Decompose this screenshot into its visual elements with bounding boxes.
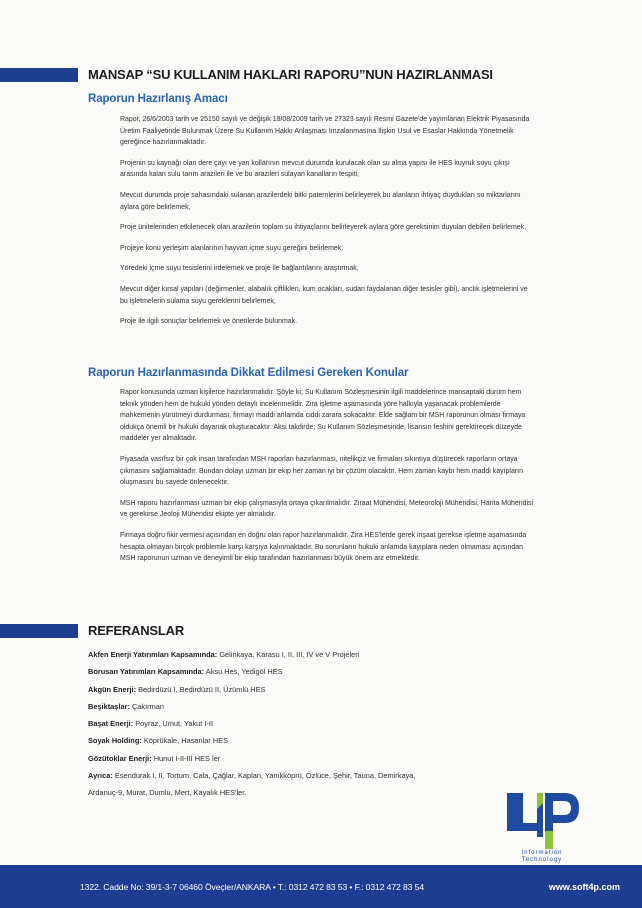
reference-value: Çakırman	[131, 701, 165, 711]
title-row	[0, 67, 493, 82]
references-heading: REFERANSLAR	[88, 623, 185, 638]
purpose-paragraph: Mevcut durumda proje sahasındaki sulanan arazilerdeki bitki paternlerini belirleyerek bu alanların ihtiyaç duydukları su miktarlarını aylara göre belirlemek,	[120, 189, 521, 211]
reference-value: Köprükale, Hasanlar HES	[143, 736, 229, 746]
reference-item	[88, 684, 508, 695]
logo-caption-line1: Information	[521, 850, 563, 856]
reference-value: Poyraz, Umut, Yakut I-II	[135, 719, 214, 729]
reference-item	[88, 701, 508, 712]
reference-item	[88, 666, 508, 677]
logo-caption-line2: Technology	[521, 856, 563, 863]
title-accent-bar	[0, 68, 78, 82]
considerations-paragraph: Firmaya doğru fikir vermesi açısından en doğru olan rapor hazırlanmalıdır. Zira HES'lerde gerek inşaat gerekse işletme aşamasında hesapta olmayan birçok problemle karşı karşıya kalınmaktadır. Bu sorunların hukuki anlamda kayıplara neden olmaması açısından MSH raporunun uzman ve deneyimli bir ekip tarafından hazırlanması büyük önem arz etmektedir.	[120, 529, 527, 563]
reference-label: Soyak Holding:	[88, 736, 142, 746]
reference-item	[88, 770, 508, 781]
considerations-paragraph: MSH raporu hazırlanması uzman bir ekip çalışmasıyla ortaya çıkarılmalıdır. Ziraat Mühendisi, Meteoroloji Mühendisi, Harita Mühendisi ve gerekirse Jeoloji Mühendisi ekipte yer almalıdır.	[120, 497, 534, 519]
logo-caption	[503, 850, 581, 863]
footer-bar	[0, 865, 642, 908]
reference-item	[88, 753, 508, 764]
reference-item	[88, 787, 508, 798]
references-list	[88, 649, 508, 805]
reference-label: Beşiktaşlar:	[88, 701, 130, 711]
considerations-paragraph: Piyasada vasıfsız bir çok insan tarafından MSH raporları hazırlanması, nitelikçiz ve firmaları sıkıntıya düşürecek raporların ortaya çıkmasını sağlamaktadır. Bundan dolayı uzman bir ekip her zaman iyi bir çözüm olacaktır. Hem zaman kaybı hem maddi kayıpların oluşmasını bu sayede önlenecektir.	[120, 453, 524, 487]
references-row	[0, 623, 184, 638]
purpose-body	[120, 113, 550, 336]
reference-label: Akfen Enerji Yatırımları Kapsamında:	[88, 650, 218, 659]
reference-label: Ayrıca:	[88, 771, 113, 781]
reference-item	[88, 735, 508, 746]
purpose-paragraph: Proje ünitelerinden etkilenecek olan arazilerin toplam su ihtiyaçlarını belirleyerek aylara göre gereksinim duyulan debileri belirlemek,	[120, 222, 527, 232]
purpose-paragraph: Mevcut diğer kırsal yapıları (değirmenler, alabalık çiftlikleri, kum ocakları, sudan faydalanan diğer tesisler gibi), anclık işletmelerini ve bu işletmelerin sulama suyu gereklerini belirlemek,	[120, 283, 528, 305]
reference-label: Başat Enerji:	[88, 719, 134, 729]
purpose-paragraph: Projenin su kaynağı olan dere çayı ve yan kollarının mevcut durumda kurulacak olan su alma yapısı ile HES kuyruk suyu çıkışı arasında kalan sulu tarım arazileri ile ve bu arazileri sulayan kanalların tespiti,	[120, 157, 510, 179]
reference-item	[88, 649, 508, 660]
reference-value: Hunut I-II-III HES ler	[153, 753, 221, 763]
considerations-heading: Raporun Hazırlanmasında Dikkat Edilmesi Gereken Konular	[88, 367, 409, 379]
reference-value: Esendurak I, II, Tortum, Cala, Çağlar, Kaplan, Yanıkköprü, Özlüce, Şehir, Tauna, Demirkaya,	[114, 771, 416, 781]
considerations-body	[120, 386, 550, 573]
purpose-paragraph: Yöredeki içme suyu tesislerini irdelemek ve proje ile bağlantılarını araştırmak,	[120, 263, 359, 273]
references-accent-bar	[0, 624, 78, 638]
page-title: MANSAP “SU KULLANIM HAKLARI RAPORU”NUN HAZIRLANMASI	[88, 67, 493, 82]
considerations-paragraph: Rapor konusunda uzman kişilerce hazırlanmalıdır. Şöyle ki; Su Kullanım Sözleşmesinin ilgili maddelerince mansaptaki durum hem teknik yönden hem de hukuki yönden detaylı incelenmelidir. Zira işletme aşamasında yöre halkıyla yaşanacak problemlerde mahkemenin yürütmeyi durdurması, firmayı maddi anlamda ciddi zarara sokacaktır. Elde sağlam bir MSH raporunun olması firmaya oldukça önemli bir hukuki dayanak oluşturacaktır. Aksi takdirde; Su Kullanım Sözleşmesinde, lisansın feshini gerektirecek düzeyde maddeler yer almaktadır.	[120, 387, 526, 443]
reference-value: Aksu Hes, Yedigöl HES	[205, 667, 283, 677]
purpose-paragraph: Rapor, 26/6/2003 tarih ve 25150 sayılı ve değişik 18/08/2009 tarih ve 27323 sayılı Resmi Gazete'de yayımlanan Elektrik Piyasasında Üretim Faaliyetinde Bulunmak Üzere Su Kullanım Hakkı Anlaşması İmzalanmasına İlişkin Usul ve Esaslar Hakkında Yönetmelik gereğince hazırlanmaktadır.	[120, 114, 530, 147]
reference-value: Gelinkaya, Karasu I, II, III, IV ve V Projeleri	[219, 650, 360, 659]
reference-item	[88, 718, 508, 729]
reference-label: Gözütoklar Enerji:	[88, 753, 152, 763]
purpose-paragraph: Proje ile ilgili sonuçlar belirlemek ve önerilerde bulunmak.	[120, 316, 298, 326]
footer-website: www.soft4p.com	[548, 881, 620, 892]
reference-label: Borusan Yatırımları Kapsamında:	[88, 667, 205, 677]
reference-value: Ardanuç-9, Murat, Dumlu, Mert, Kayalık HES'ler.	[88, 788, 247, 798]
purpose-paragraph: Projeye konu yerleşim alanlarının hayvan içme suyu gereğini belirlemek,	[120, 242, 344, 252]
footer-address: 1322. Cadde No: 39/1-3-7 06460 Öveçler/ANKARA • T.: 0312 472 83 53 • F.: 0312 472 83 54	[80, 881, 425, 892]
purpose-heading: Raporun Hazırlanış Amacı	[88, 93, 228, 105]
reference-label: Akgün Enerji:	[88, 684, 137, 694]
reference-value: Bedirdüzü I, Bedirdüzü II, Üzümlü HES	[138, 684, 266, 694]
